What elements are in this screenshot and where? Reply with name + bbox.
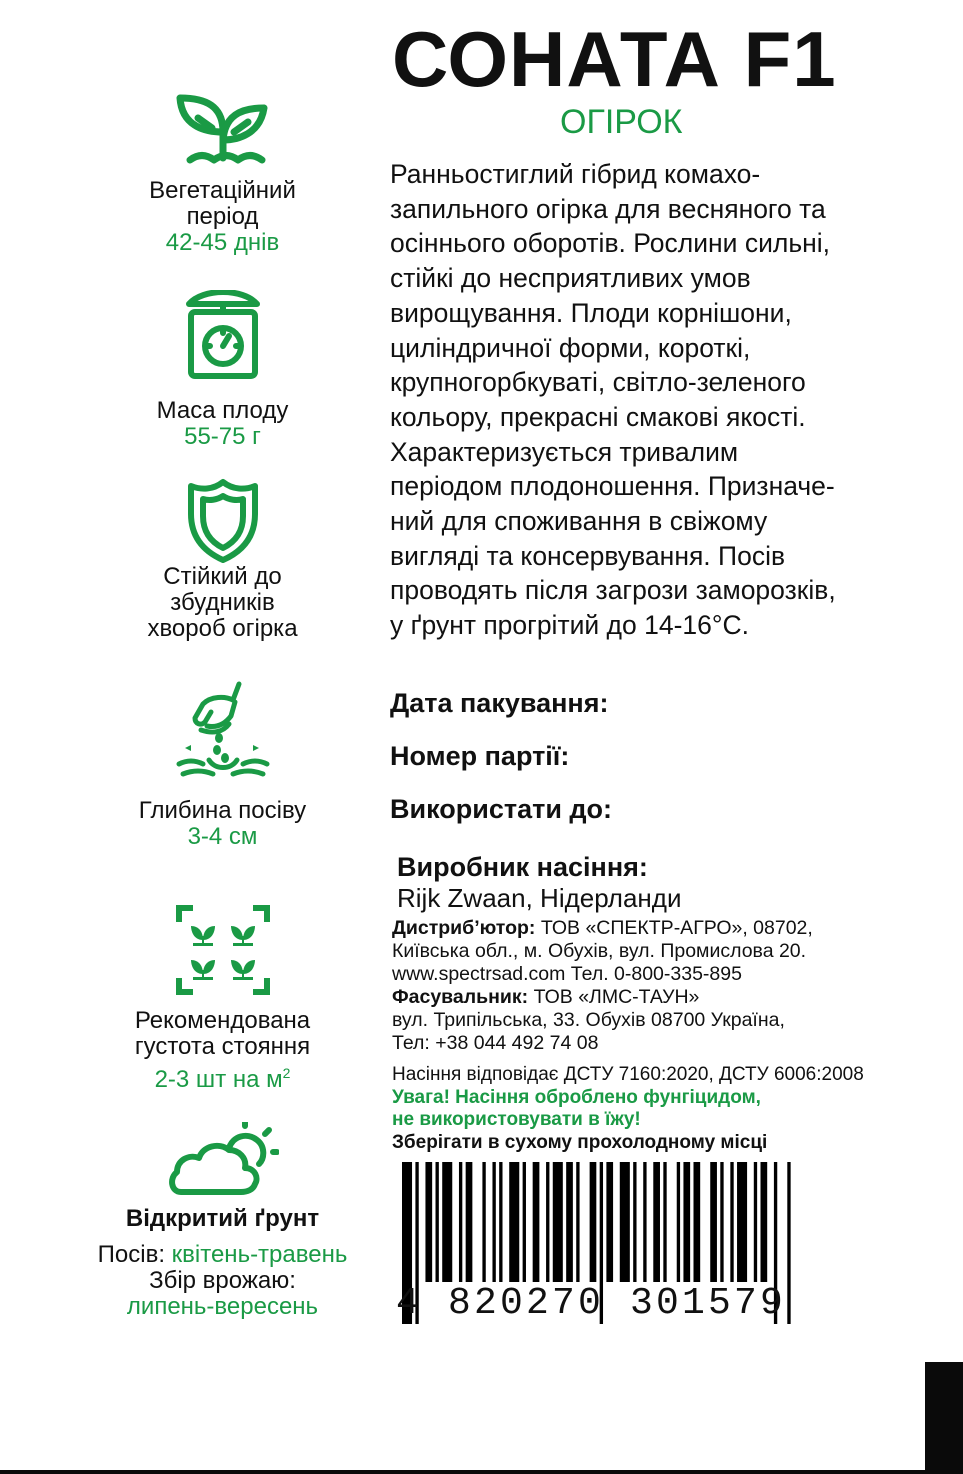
packer-line-1: Фасувальник: ТОВ «ЛМС-ТАУН» <box>392 986 700 1008</box>
mass-value: 55-75 г <box>184 423 261 450</box>
notes-block <box>392 1064 952 1154</box>
barcode-digits: 4 820270 301579 <box>396 1282 787 1325</box>
mass-label: Маса плоду <box>156 397 289 424</box>
resistance-label-2: збудників <box>170 589 275 616</box>
feature-depth <box>60 680 385 850</box>
barcode-bar <box>442 1162 452 1282</box>
barcode-bar <box>730 1162 733 1282</box>
standard-note: Насіння відповідає ДСТУ 7160:2020, ДСТУ 6006:2008 <box>392 1064 864 1085</box>
producer-heading: Виробник насіння: <box>397 852 648 882</box>
barcode-bar <box>553 1162 563 1282</box>
depth-value: 3-4 см <box>187 823 258 850</box>
packer-line-2: вул. Трипільська, 33. Обухів 08700 Україна, <box>392 1009 785 1031</box>
producer-name: Rijk Zwaan, Нідерланди <box>397 883 682 913</box>
depth-label: Глибина посіву <box>138 797 307 824</box>
description-line: вирощування. Плоди корнішони, <box>390 297 792 328</box>
description-line: періодом плодоношення. Призначе- <box>390 471 835 502</box>
shield-icon <box>185 478 261 564</box>
description-line: Ранньостиглий гібрид комахо- <box>390 159 761 189</box>
description-line: крупногорбкуваті, світло-зеленого <box>390 367 806 398</box>
description-line: стійкі до несприятливих умов <box>390 263 751 294</box>
description-line: Характеризується тривалим <box>390 436 739 467</box>
barcode-bar <box>754 1162 757 1282</box>
product-title: СОНАТА F1 <box>392 15 837 103</box>
sowing-value: квітень-травень <box>171 1241 348 1268</box>
harvest-label: Збір врожаю: <box>149 1267 296 1294</box>
storage-note: Зберігати в сухому прохолодному місці <box>392 1131 768 1153</box>
bottom-edge-line <box>0 1470 963 1474</box>
barcode-bar <box>499 1162 502 1282</box>
description-line: проводять після загрози заморозків, <box>390 575 836 606</box>
description-line: осіннього оборотів. Рослини сильні, <box>390 228 831 259</box>
barcode-bar <box>606 1162 613 1282</box>
density-label-2: густота стояння <box>134 1033 311 1060</box>
vegetation-value: 42-45 днів <box>165 229 280 256</box>
pack-date-label: Дата пакування: <box>390 688 609 718</box>
description-line: кольору, прекрасні смакові якості. <box>390 401 806 432</box>
barcode-bar <box>737 1162 747 1282</box>
barcode-bar <box>425 1162 432 1282</box>
feature-vegetation <box>60 88 385 256</box>
description-line: циліндричної форми, короткі, <box>390 332 751 363</box>
description-line: вигляді та консервування. Посів <box>390 540 786 571</box>
resistance-label-3: хвороб огірка <box>147 615 298 642</box>
barcode-bar <box>566 1162 573 1282</box>
warning-line-2: не використовувати в їжу! <box>392 1109 641 1130</box>
barcode-bar <box>787 1162 790 1324</box>
barcode-bar <box>466 1162 473 1282</box>
barcode-bar <box>533 1162 540 1282</box>
distributor-line-1: Дистриб’ютор: ТОВ «СПЕКТР-АГРО», 08702, <box>392 917 813 939</box>
edge-block <box>925 1362 963 1474</box>
barcode-bar <box>683 1162 690 1282</box>
barcode-bar <box>663 1162 666 1282</box>
feature-open-ground <box>60 1122 385 1320</box>
barcode-bar <box>693 1162 700 1282</box>
sowing-label: Посів: <box>97 1241 172 1268</box>
barcode-bar <box>677 1162 680 1282</box>
open-ground-label: Відкритий ґрунт <box>125 1205 320 1232</box>
scale-icon <box>183 290 263 382</box>
barcode-bar <box>576 1162 579 1282</box>
barcode-bar <box>590 1162 597 1282</box>
barcode-bar <box>761 1162 768 1282</box>
sowing-hand-icon <box>173 680 273 784</box>
sprout-icon <box>168 88 278 168</box>
feature-resistance <box>60 478 385 642</box>
distributor-block <box>392 917 912 1055</box>
barcode-bar <box>509 1162 519 1282</box>
feature-mass <box>60 290 385 450</box>
plant-grid-icon <box>175 904 271 996</box>
density-value: 2-3 шт на $м^2$ <box>154 1065 291 1093</box>
barcode-bar <box>633 1162 636 1282</box>
distributor-line-3: www.spectrsad.com Тел. 0-800-335-895 <box>392 963 742 985</box>
description-line: у ґрунт прогрітий до 14-16°C. <box>390 610 749 641</box>
description <box>390 157 910 643</box>
density-label-1: Рекомендована <box>134 1007 311 1034</box>
use-by-label: Використати до: <box>390 794 613 824</box>
vegetation-label-1: Вегетаційний <box>149 177 296 204</box>
description-line: ний для споживання в свіжому <box>390 506 768 537</box>
barcode-bar <box>523 1162 526 1282</box>
barcode-bar <box>459 1162 462 1282</box>
barcode-bar <box>710 1162 717 1282</box>
batch-label: Номер партії: <box>390 741 570 771</box>
description-line: запильного огірка для весняного та <box>390 193 826 224</box>
feature-density <box>60 904 385 1093</box>
cloud-sun-icon <box>167 1122 279 1198</box>
barcode-bar <box>653 1162 660 1282</box>
harvest-value: липень-вересень <box>126 1293 319 1320</box>
vegetation-label-2: період <box>186 203 259 230</box>
barcode-bar <box>482 1162 485 1282</box>
barcode-bar <box>546 1162 549 1282</box>
barcode-bar <box>492 1162 495 1282</box>
packer-line-3: Тел: +38 044 492 74 08 <box>392 1032 599 1054</box>
product-subtitle: ОГІРОК <box>560 103 683 141</box>
distributor-line-2: Київська обл., м. Обухів, вул. Промислова 20. <box>392 940 807 962</box>
barcode-bar <box>643 1162 646 1282</box>
barcode-bar <box>436 1162 439 1282</box>
sowing-line <box>60 1242 385 1268</box>
barcode-bar <box>720 1162 723 1282</box>
resistance-label-1: Стійкий до <box>163 563 282 590</box>
warning-line-1: Увага! Насіння оброблено фунгіцидом, <box>392 1086 761 1108</box>
barcode-bar <box>620 1162 630 1282</box>
